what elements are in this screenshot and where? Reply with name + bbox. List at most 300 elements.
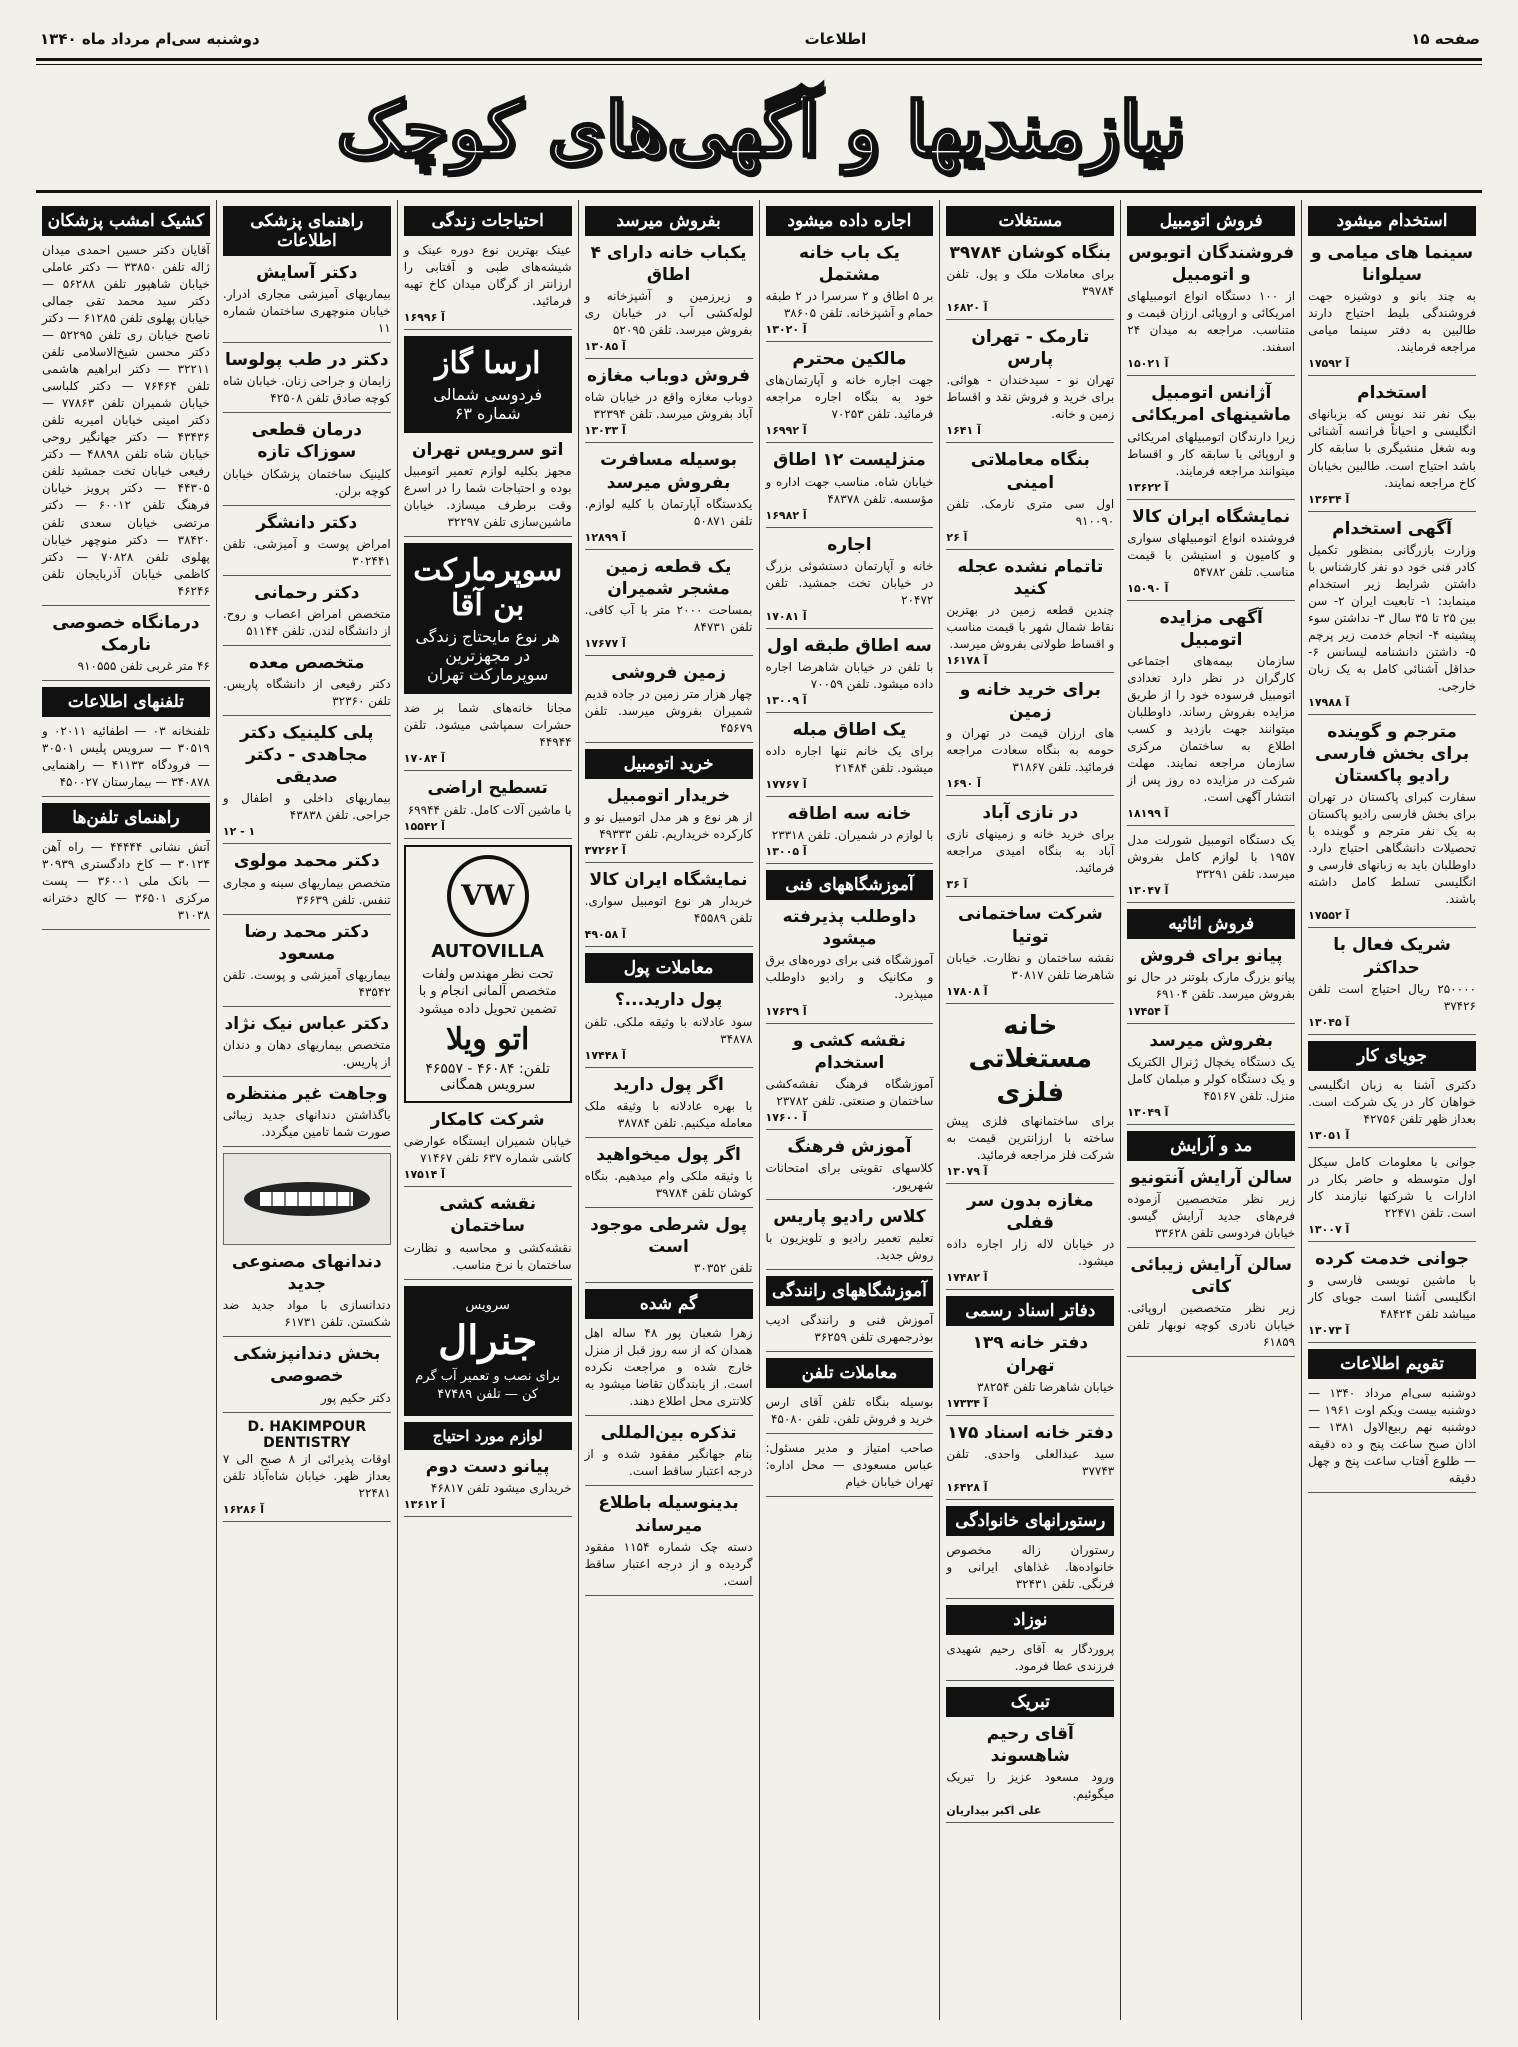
classified-ad [585, 242, 753, 359]
classified-ad [223, 1013, 391, 1077]
ad-body: خانه و آپارتمان دستشوئی بزرگ در خیابان تخت جمشید. تلفن ۲۰۴۷۲ [765, 558, 934, 607]
ad-reference: ۱۵۵۴۲ آ [403, 819, 445, 833]
ad-reference: ۱۳۰۵۱ آ [1308, 1128, 1350, 1142]
ad-body: یک دستگاه اتومبیل شورلت مدل ۱۹۵۷ با لوازم کامل بفروش میرسد. تلفن ۳۳۲۹۱ [1127, 833, 1296, 882]
ad-reference: ۱۷۵۱۴ آ [403, 1168, 445, 1182]
ad-body: یکدستگاه آپارتمان با کلیه لوازم. تلفن ۵۰۸۷۱ [584, 496, 753, 528]
autovilla-name: AUTOVILLA [431, 940, 544, 962]
autovilla-ad [404, 845, 572, 1104]
ad-title: اتو سرویس تهران [411, 440, 564, 461]
general-service-label: سرویس [465, 1297, 510, 1313]
ad-body: نقشه‌کشی و محاسبه و نظارت ساختمان با نرخ مناسب. [403, 1240, 572, 1272]
ad-title: بفروش میرسد [1149, 1030, 1274, 1051]
classified-ad [223, 1083, 391, 1147]
display-ad [404, 543, 572, 694]
ad-body: زیر نظر متخصصین آزموده فرم‌های جدید آرایش گیسو. خیابان فردوسی تلفن ۳۳۶۲۸ [1127, 1191, 1296, 1240]
teeth-row [260, 1192, 353, 1206]
ad-title: سالن آرایش آنتونیو [1130, 1167, 1293, 1188]
ad-title: دکتر دانشگر [256, 512, 358, 533]
ad-body: دکتر رفیعی از دانشگاه پاریس. تلفن ۳۲۳۶۰ [222, 677, 391, 709]
classified-ad [1308, 1385, 1476, 1493]
ad-body: بیماریهای آمیزشی و پوست. تلفن ۴۳۵۴۲ [222, 967, 391, 999]
ad-body: سید عبدالعلی واحدی. تلفن ۳۷۷۴۳ [946, 1446, 1115, 1478]
ad-body: فروشنده انواع اتومبیلهای سواری و کامیون و استیشن با قیمت مناسب. تلفن ۵۴۷۸۲ [1127, 530, 1296, 579]
ad-body: دندانسازی با مواد جدید ضد شکستن. تلفن ۶۱۷۳۱ [222, 1298, 391, 1330]
display-ad-title: ارسا گاز [434, 346, 541, 382]
ad-title: داوطلب پذیرفته میشود [782, 907, 917, 950]
classified-ad [1308, 934, 1476, 1034]
classified-ad [1308, 518, 1476, 715]
ad-reference: ۱۷۴۵۴ آ [1127, 1004, 1169, 1018]
column-4 [759, 200, 940, 2020]
classified-ad [585, 1325, 753, 1416]
teeth-photo [223, 1153, 391, 1245]
ad-body: خیابان شاهرضا تلفن ۳۸۲۵۴ [977, 1379, 1115, 1394]
classified-ad [766, 1206, 934, 1270]
ad-body: نقشه ساختمان و نظارت. خیابان شاهرضا تلفن ۳۰۸۱۷ [946, 950, 1115, 982]
classified-ad [946, 903, 1114, 1003]
classified-ad [1308, 242, 1476, 376]
classified-ad [1127, 242, 1295, 376]
classified-ad [766, 1030, 934, 1130]
ad-body: برای ساختمانهای فلزی پیش ساخته با ارزانترین قیمت به شرکت فلز مراجعه فرمائید. [946, 1114, 1115, 1163]
issue-date: دوشنبه سی‌ام مرداد ماه ۱۳۴۰ [40, 30, 260, 48]
classified-ad [223, 850, 391, 914]
ad-title: بدینوسیله باطلاع میرساند [598, 1493, 739, 1536]
ad-reference: علی اکبر بیداریان [946, 1804, 1042, 1818]
ad-reference: ۱۷۶۷۷ آ [584, 636, 626, 650]
ad-reference: ۱۶۹۸۲ آ [765, 508, 807, 522]
ad-title: آقای رحیم شاهسوند [986, 1723, 1074, 1767]
classified-ad [946, 1723, 1114, 1823]
ad-body: متخصص امراض اعصاب و روح. از دانشگاه لندن. تلفن ۵۱۱۴۴ [222, 606, 391, 638]
ad-title: سینما های میامی و سیلوانا [1311, 243, 1474, 286]
ad-reference: ۱۸۱۹۹ آ [1127, 807, 1169, 821]
ad-reference: ۴۹۰۵۸ آ [584, 928, 626, 942]
ad-title: بنگاه معاملاتی امینی [970, 450, 1090, 493]
ad-reference: ۱۶۴۱ آ [946, 424, 981, 438]
classified-ad [42, 723, 210, 797]
classified-ad [404, 439, 572, 537]
column-5 [578, 200, 759, 2020]
ad-title: درمان قطعی سوزاک تازه [251, 420, 362, 463]
classified-ad [585, 449, 753, 549]
ad-title: دکتر محمد مولوی [233, 851, 380, 872]
ad-body: دکتری آشنا به زبان انگلیسی خواهان کار در یک شرکت است. بعداز ظهر تلفن ۴۲۷۵۶ [1308, 1077, 1476, 1126]
ad-title: آموزش فرهنگ [787, 1136, 912, 1157]
ad-reference: ۱۶۹۹۶ آ [403, 311, 445, 325]
classified-ad [223, 349, 391, 413]
display-ad-text: فردوسی شمالی شماره ۶۳ [433, 385, 543, 424]
ad-reference: ۱۶۸۲۰ آ [946, 301, 988, 315]
ad-title: کلاس رادیو پاریس [773, 1206, 926, 1227]
general-service-ad [404, 1286, 572, 1416]
classified-ad [223, 512, 391, 576]
classified-ad [1308, 1248, 1476, 1343]
classified-ad [1127, 382, 1295, 499]
classified-ad [1127, 607, 1295, 826]
classified-ad [946, 1332, 1114, 1415]
classified-ad [1127, 1030, 1295, 1125]
ad-body: آقایان دکتر حسین احمدی میدان ژاله تلفن ۳۳۸۵۰ — دکتر عاملی خیابان شاهپور تلفن ۵۶۲۸۸ — دکتر سید محمد تقی جمالی خیابان پهلوی تلفن ۶۱۲۸۵ — دکتر ناصح خیابان ری تلفن ۵۲۲۹۵ — دکتر محسن شیخ‌الاسلامی تلفن ۳۲۲۱۱ — دکتر ابراهیم هاشمی تلفن ۷۶۴۶۴ — دکتر کلباسی خیابان شمیران تلفن ۷۷۸۶۳ — دکتر امینی خیابان امیریه تلفن ۴۳۴۳۶ — دکتر جهانگیر روحی خیابان شاه تلفن ۴۸۸۹۸ — دکتر رفیعی خیابان تخت جمشید تلفن ۴۴۳۰۵ — دکتر پرویز خیابان فرهنگ تلفن ۶۰۰۱۲ — دکتر مرتضی خیابان سعدی تلفن ۳۸۴۲۰ — دکتر منوچهر خیابان پهلوی تلفن ۷۰۸۲۸ — دکتر کاظمی خیابان آذربایجان تلفن ۴۶۲۴۶ [42, 243, 210, 598]
section-header: تبریک [946, 1687, 1114, 1717]
ad-reference: ۱۳۰۷۹ آ [946, 1165, 988, 1179]
ad-reference: ۱۳۰۲۰ آ [765, 323, 807, 337]
ad-title: درمانگاه خصوصی نارمک [52, 612, 200, 655]
ad-title: تاتمام نشده عجله کنید [957, 556, 1104, 599]
classified-ad [1127, 945, 1295, 1023]
section-header: مد و آرایش [1127, 1131, 1295, 1161]
ad-body: بر ۵ اطاق و ۲ سرسرا در ۲ طبقه حمام و آشپزخانه. تلفن ۳۸۶۰۵ [765, 289, 934, 321]
ad-body: با تلفن در خیابان شاهرضا اجاره داده میشود. تلفن ۷۰۰۵۹ [765, 659, 934, 691]
ad-title: شرکت ساختمانی توتیا [957, 904, 1103, 947]
ad-reference: ۳۷۲۶۲ آ [584, 844, 626, 858]
classified-ad [946, 556, 1114, 673]
classified-ad [766, 719, 934, 797]
ad-title: اگر پول دارید [613, 1074, 724, 1095]
ad-reference: ۱۶۹۰ آ [946, 777, 981, 791]
ad-title: یک باب خانه مشتمل [799, 243, 900, 286]
autovilla-persian-name: اتو ویلا [446, 1022, 530, 1058]
ad-title: دکتر محمد رضا مسعود [244, 921, 370, 964]
section-header: گم شده [585, 1289, 753, 1319]
ad-body: در خیابان لاله زار اجاره داده میشود. [946, 1237, 1115, 1269]
classified-ad [946, 1422, 1114, 1500]
ad-title: نقشه کشی و استخدام [792, 1030, 906, 1073]
ad-body: چهار هزار متر زمین در جاده قدیم شمیران بفروش میرسد. تلفن ۴۵۶۷۹ [584, 687, 753, 736]
ad-title: پول دارید...؟ [614, 990, 723, 1011]
classified-ad [404, 1193, 572, 1279]
ad-body: دوشنبه سی‌ام مرداد ۱۳۴۰ — دوشنبه بیست ویکم اوت ۱۹۶۱ — دوشنبه نهم ربیع‌الاول ۱۳۸۱ — اذان صبح ساعت پنج و ده دقیقه — طلوع آفتاب ساعت پنج و چهل دقیقه [1308, 1386, 1476, 1486]
ad-title: مالکین محترم [792, 349, 907, 370]
ad-title: خانه سه اطاقه [787, 804, 912, 825]
ad-body: یک دستگاه یخچال ژنرال الکتریک و یک دستگاه کولر و مبلمان کامل منزل. تلفن ۴۵۱۶۷ [1127, 1054, 1296, 1103]
ad-body: از هر نوع و هر مدل اتومبیل نو و کارکرده خریداریم. تلفن ۴۹۳۳۳ [584, 810, 753, 842]
classified-ad [766, 1312, 934, 1352]
ad-reference: ۱۳۶۳۴ آ [1308, 492, 1350, 506]
classified-ad [766, 635, 934, 713]
ad-reference: ۱۲ - ۱ [222, 825, 256, 839]
ad-body: بنام جهانگیر مفقود شده و از درجه اعتبار ساقط است. [584, 1447, 753, 1479]
ad-reference: ۱۵۰۲۱ آ [1127, 357, 1169, 371]
section-header: کشیک امشب پزشکان [42, 206, 210, 236]
ad-reference: ۱۷۹۸۸ آ [1308, 695, 1350, 709]
ad-title: یک قطعه زمین مشجر شمیران [605, 556, 732, 599]
ad-title: استخدام [1357, 383, 1427, 404]
ad-reference: ۱۷۰۸۱ آ [765, 609, 807, 623]
classified-columns [36, 200, 1482, 2020]
ad-title: پیانو دست دوم [425, 1456, 550, 1477]
section-header: تقویم اطلاعات [1308, 1349, 1476, 1379]
ad-title: خانه مستغلاتی فلزی [968, 1010, 1093, 1109]
ad-reference: ۱۶۲۸۶ آ [222, 1502, 265, 1516]
section-header: بفروش میرسد [585, 206, 753, 236]
ad-body: صاحب امتیاز و مدیر مسئول: عباس مسعودی — محل اداره: تهران خیابان خیام [765, 1441, 934, 1490]
ad-body: از ۱۰۰ دستگاه انواع اتومبیلهای امریکائی و اروپائی ارزان قیمت و متناسب. مراجعه به میدان ۲۴ اسفند. [1127, 289, 1296, 355]
masthead-rule-thin [36, 64, 1482, 65]
general-service-text: برای نصب و تعمیر آب گرم کن — تلفن ۴۷۴۸۹ [415, 1368, 561, 1402]
ad-title: سالن آرایش زیبائی کاتی [1130, 1254, 1292, 1297]
classified-ad [223, 1251, 391, 1337]
ad-title: اجاره [827, 534, 872, 555]
display-ad-title: سوپرمارکت بن آقا [413, 553, 563, 624]
ad-body: دوباب مغازه واقع در خیابان شاه آباد بفروش میرسد. تلفن ۳۲۳۹۴ [584, 390, 753, 422]
ad-title: فروشندگان اتوبوس و اتومبیل [1128, 243, 1295, 286]
ad-body: دکتر حکیم پور [320, 1390, 391, 1405]
ad-title: پیانو برای فروش [1139, 946, 1283, 967]
ad-reference: ۱۳۰۳۳ آ [584, 424, 626, 438]
vw-logo-icon: VW [447, 855, 529, 937]
display-ad-text: هر نوع مایحتاج زندگی در مجهزترین سوپرمارکت تهران [415, 627, 560, 685]
ad-body: ورود مسعود عزیز را تبریک میگوئیم. [946, 1770, 1115, 1802]
ad-body: کلینیک ساختمان پزشکان خیابان کوچه برلن. [222, 466, 391, 498]
classified-ad [946, 1010, 1114, 1184]
classified-ad [766, 348, 934, 443]
section-header: رستورانهای خانوادگی [946, 1506, 1114, 1536]
ad-title: جوانی خدمت کرده [1315, 1248, 1470, 1269]
ad-reference: ۱۳۶۲۲ آ [1127, 480, 1169, 494]
section-header: آموزشگاههای فنی [766, 870, 934, 900]
ad-body: تلفن ۳۰۳۵۲ [693, 1261, 753, 1276]
column-7 [216, 200, 397, 2020]
ad-reference: ۱۷۴۸۲ آ [946, 1271, 988, 1285]
ad-body: زیر نظر متخصصین اروپائی. خیابان نادری کوچه نوبهار تلفن ۶۱۸۵۹ [1127, 1301, 1296, 1350]
section-header: معاملات پول [585, 953, 753, 983]
ad-reference: ۳۶ آ [946, 878, 968, 892]
section-header: فروش اثاثیه [1127, 909, 1295, 939]
ad-body: برای خرید خانه و زمینهای نازی آباد به بنگاه امیدی مراجعه فرمائید. [946, 827, 1115, 876]
classified-ad [766, 449, 934, 527]
classified-ad [42, 839, 210, 930]
ad-title: دندانهای مصنوعی جدید [231, 1252, 382, 1295]
classified-ad [585, 556, 753, 656]
ad-body: با لوازم در شمیران. تلفن ۲۳۳۱۸ [771, 828, 934, 843]
column-8 [36, 200, 216, 2020]
column-1 [1301, 200, 1482, 2020]
ad-reference: ۱۶۴۲۸ آ [946, 1480, 988, 1494]
ad-reference: ۱۷۳۳۴ آ [946, 1396, 988, 1410]
ad-body: آموزشگاه فرهنگ نقشه‌کشی ساختمان و صنعتی. تلفن ۲۳۷۸۲ [765, 1076, 934, 1108]
column-6 [397, 200, 578, 2020]
classified-ad [946, 802, 1114, 897]
classified-ad [585, 869, 753, 947]
ad-title: آژانس اتومبیل ماشینهای امریکائی [1131, 383, 1292, 426]
section-header: فروش اتومبیل [1127, 206, 1295, 236]
classified-ad [766, 1394, 934, 1434]
ad-reference: ۱۳۰۸۵ آ [584, 340, 626, 354]
classified-ad [585, 365, 753, 443]
ad-title: تارمک - تهران پارس [971, 327, 1090, 370]
section-header: مستغلات [946, 206, 1114, 236]
section-header: لوازم مورد احتیاج [404, 1422, 572, 1450]
classified-ad [766, 1440, 934, 1497]
classified-ad [946, 326, 1114, 443]
section-header: جویای کار [1308, 1041, 1476, 1071]
ad-reference: ۱۷۸۰۸ آ [946, 984, 988, 998]
banner-rule [36, 190, 1482, 193]
column-3 [939, 200, 1120, 2020]
ad-body: های ارزان قیمت در تهران و حومه به بنگاه سعادت مراجعه فرمائید. تلفن ۳۱۸۶۷ [946, 726, 1115, 775]
ad-reference: ۱۳۰۴۷ آ [1127, 884, 1169, 898]
ad-body: ۴۶ متر غربی تلفن ۹۱۰۵۵۵ [77, 658, 210, 673]
ad-reference: ۱۳۰۴۹ آ [1127, 1105, 1169, 1119]
classified-ad [223, 582, 391, 646]
section-header: احتیاجات زندگی [404, 206, 572, 236]
ad-reference: ۱۳۰۰۹ آ [765, 693, 807, 707]
classified-ad [1127, 506, 1295, 601]
classified-ad [404, 242, 572, 330]
ad-body: آموزش فنی و رانندگی ادیب بوذرجمهری تلفن ۳۶۲۵۹ [765, 1313, 934, 1345]
classified-ad [766, 534, 934, 629]
ad-reference: ۱۷۰۸۴ آ [403, 752, 445, 766]
ad-reference: ۲۶ آ [946, 530, 968, 544]
ad-body: خیابان شمیران ایستگاه عوارضی کاشی شماره ۶۳۷ تلفن ۷۱۴۶۷ [403, 1134, 572, 1166]
ad-body: وزارت بازرگانی بمنظور تکمیل کادر فنی خود دو نفر کارشناس با داشتن شرایط زیر استخدام مینماید: ۱- تابعیت ایران ۲- سن بین ۲۵ تا ۳۵ سال ۳- نداشتن سوء پیشینه ۴- انجام خدمت زیر پرچم ۵- داشتن دانشنامه لیسانس ۶- حداقل آشنائی کامل به یک زبان خارجی. [1308, 542, 1477, 693]
classified-ad [42, 242, 210, 606]
ad-body: ۲۵۰۰۰۰ ریال احتیاج است تلفن ۳۷۴۲۶ [1308, 981, 1476, 1013]
ad-body: با ماشین نویسی فارسی و انگلیسی آشنا است جویای کار میباشد تلفن ۴۸۴۲۴ [1308, 1273, 1476, 1322]
classified-ad [223, 419, 391, 505]
ad-title: پلی کلینیک دکتر مجاهدی - دکتر صدیقی [240, 723, 374, 788]
ad-reference: ۱۷۷۶۷ آ [765, 778, 807, 792]
ad-reference: ۱۳۰۰۵ آ [765, 845, 807, 859]
ad-title: سه اطاق طبقه اول [767, 635, 932, 656]
ad-body: برای یک خانم تنها اجاره داده میشود. تلفن ۲۱۴۸۴ [765, 744, 934, 776]
classified-ad [223, 652, 391, 716]
section-header: راهنمای تلفن‌ها [42, 803, 210, 833]
ad-body: آموزشگاه فنی برای دوره‌های برق و مکانیک و رادیو داوطلب میپذیرد. [765, 953, 934, 1002]
classified-ad [223, 1451, 391, 1522]
ad-title: دکتر آسایش [256, 263, 358, 283]
classified-ad [766, 1136, 934, 1200]
ad-body: باگذاشتن دندانهای جدید زیبائی صورت شما تامین میگردد. [222, 1108, 391, 1140]
ad-title: دفتر خانه اسناد ۱۷۵ [947, 1422, 1114, 1443]
classified-ad [404, 777, 572, 838]
ad-body: و زیرزمین و آشپزخانه و لوله‌کشی آب در خیابان ری بفروش میرسد. تلفن ۵۲۰۹۵ [584, 289, 753, 338]
ad-body: آتش نشانی ۴۴۴۴۴ — راه آهن ۳۰۱۲۴ — کاخ دادگستری ۳۰۹۳۹ — بانک ملی ۳۶۰۰۱ — پست مرکزی ۳۶۵۰۱ — کالج دخترانه ۳۱۰۳۸ [42, 840, 210, 923]
section-header: دفاتر اسناد رسمی [946, 1296, 1114, 1326]
classified-ad [404, 1456, 572, 1517]
ad-body: سازمان بیمه‌های اجتماعی کارگران در نظر دارد تعدادی اتومبیل فرسوده خود را از طریق مزایده بفروش رساند. داوطلبان میتوانند جهت بازدید و کسب اطلاع به ساختمان مرکزی سازمان مراجعه نمایند. مهلت شرکت در مزایده ده روز پس از انتشار آگهی است. [1127, 653, 1296, 805]
classified-ad [1308, 1077, 1476, 1148]
ad-body: رستوران زاله مخصوص خانواده‌ها. غذاهای ایرانی و فرنگی. تلفن ۳۲۴۳۱ [946, 1542, 1115, 1591]
ad-title: نمایشگاه ایران کالا [589, 870, 748, 891]
ad-title: نقشه کشی ساختمان [439, 1194, 536, 1237]
classified-ad [1127, 1254, 1295, 1357]
ad-title: متخصص معده [249, 652, 365, 673]
ad-title: بنگاه کوشان ۳۹۷۸۴ [949, 243, 1112, 263]
ad-body: خریدار هر نوع اتومبیل سواری. تلفن ۴۵۵۸۹ [584, 894, 753, 926]
classified-ad [223, 722, 391, 844]
ad-body: با ماشین آلات کامل. تلفن ۶۹۹۴۴ [407, 802, 572, 817]
ad-title: یک اطاق مبله [792, 719, 907, 740]
masthead-rule [36, 58, 1482, 61]
dentistry-latin-name: D. HAKIMPOUR DENTISTRY [247, 1418, 367, 1451]
banner-title: نیازمندیها و آگهی‌های کوچک [336, 87, 1186, 173]
section-header: نوزاد [946, 1605, 1114, 1635]
ad-reference: ۱۲۸۹۹ آ [584, 530, 626, 544]
ad-body: زایمان و جراحی زنان. خیابان شاه کوچه صادق تلفن ۴۲۵۰۸ [222, 374, 391, 406]
classified-ad [42, 612, 210, 681]
ad-body: بیماریهای آمیزشی مجاری ادرار. خیابان منوچهری ساختمان شماره ۱۱ [222, 287, 391, 336]
ad-body: جهت اجاره خانه و آپارتمان‌های خود به بنگاه اجاره مراجعه فرمائید. تلفن ۷۰۲۵۳ [765, 373, 934, 422]
ad-body: زیرا دارندگان اتومبیلهای امریکائی و اروپائی با سابقه کار و اقساط میتوانند مراجعه فرمایند. [1127, 429, 1296, 478]
ad-title: خریدار اتومبیل [607, 786, 731, 807]
classifieds-banner [96, 82, 1426, 178]
classified-ad [585, 1422, 753, 1486]
ad-title: برای خرید خانه و زمین [959, 679, 1101, 723]
section-header: تلفنهای اطلاعات [42, 687, 210, 717]
ad-body: مجهز بکلیه لوازم تعمیر اتومبیل بوده و احتیاجات شما را در اسرع وقت برطرف میسازد. خیابان ماشین‌سازی تلفن ۳۲۲۹۷ [403, 464, 572, 530]
ad-body: تعلیم تعمیر رادیو و تلویزیون با روش جدید. [765, 1231, 934, 1263]
classified-ad [1308, 1154, 1476, 1242]
classified-ad [946, 679, 1114, 796]
classified-ad [585, 1074, 753, 1138]
ad-title: اگر پول میخواهید [596, 1144, 741, 1165]
ad-title: شریک فعال با حداکثر [1333, 935, 1451, 978]
classified-ad [585, 989, 753, 1067]
ad-title: دکتر عباس نیک نژاد [224, 1013, 390, 1034]
ad-body: جوانی با معلومات کامل سیکل اول متوسطه و حاضر بکار در ادارات یا شرکتها نیازمند کار است. تلفن ۲۲۴۷۱ [1308, 1154, 1476, 1220]
section-header: خرید اتومبیل [585, 749, 753, 779]
ad-title: مترجم و گوینده برای بخش فارسی رادیو پاکستان [1315, 721, 1470, 787]
ad-title: بخش دندانپزشکی خصوصی [233, 1344, 381, 1387]
classified-ad [1308, 721, 1476, 929]
classified-ad [1127, 1167, 1295, 1248]
section-header: اجاره داده میشود [766, 206, 934, 236]
ad-title: شرکت کامکار [430, 1110, 545, 1131]
classified-ad [766, 803, 934, 864]
ad-body: تهران نو - سیدخندان - هوائی. برای خرید و فروش نقد و اقساط زمین و خانه. [946, 373, 1115, 422]
ad-body: امراض پوست و آمیزشی. تلفن ۳۰۲۴۴۱ [222, 536, 391, 568]
ad-body: به چند بانو و دوشیزه جهت فروشندگی بلیط احتیاج دارند طالبین به دفتر سینما میامی مراجعه فرمایند. [1308, 289, 1476, 355]
autovilla-text: تحت نظر مهندس ولفات متخصص آلمانی انجام و با تضمین تحویل داده میشود [418, 966, 557, 1017]
ad-body: بوسیله بنگاه تلفن آقای ارس خرید و فروش تلفن. تلفن ۴۵۰۸۰ [765, 1395, 934, 1427]
classified-ad [1127, 832, 1295, 903]
ad-reference: ۱۳۰۰۷ آ [1308, 1222, 1350, 1236]
ad-body: بیماریهای داخلی و اطفال و جراحی. تلفن ۴۳۸۳۸ [222, 791, 391, 823]
classified-ad [585, 1144, 753, 1208]
classified-ad [223, 1343, 391, 1412]
ad-title: دفتر خانه ۱۳۹ تهران [972, 1333, 1089, 1376]
classified-ad [946, 1542, 1114, 1599]
ad-title: بوسیله مسافرت بفروش میرسد [600, 450, 737, 493]
classified-ad [1308, 382, 1476, 511]
section-header: آموزشگاههای رانندگی [766, 1276, 934, 1306]
ad-body: دسته چک شماره ۱۱۵۴ مفقود گردیده و از درجه اعتبار ساقط است. [584, 1539, 753, 1588]
ad-reference: ۱۵۰۹۰ آ [1127, 581, 1169, 595]
ad-body: چندین قطعه زمین در بهترین نقاط شمال شهر با قیمت مناسب و اقساط طولانی بفروش میرسد. [946, 602, 1115, 651]
ad-reference: ۱۳۰۴۵ آ [1308, 1015, 1350, 1029]
ad-title: نمایشگاه ایران کالا [1132, 506, 1291, 527]
classified-ad [766, 906, 934, 1023]
ad-reference: ۱۳۰۷۳ آ [1308, 1324, 1350, 1338]
ad-body: سفارت کبرای پاکستان در تهران برای بخش فارسی رادیو پاکستان به یک نفر مترجم و گوینده با تحصیلات دانشگاهی احتیاج دارد. داوطلبان باید به زبانهای فارسی و انگلیسی تسلط کامل داشته باشند. [1308, 790, 1476, 907]
classified-ad [223, 262, 391, 343]
ad-body: خیابان شاه. مناسب جهت اداره و مؤسسه. تلفن ۴۸۳۷۸ [765, 474, 934, 506]
classified-ad [946, 449, 1114, 549]
classified-ad [946, 1190, 1114, 1290]
ad-body: اول سی متری نارمک. تلفن ۹۱۰۰۹۰ [946, 496, 1115, 528]
classified-ad [223, 921, 391, 1007]
ad-title: یکباب خانه دارای ۴ اطاق [590, 243, 747, 286]
ad-reference: ۱۷۵۵۲ آ [1308, 909, 1350, 923]
ad-body: خریداری میشود تلفن ۴۶۸۱۷ [430, 1481, 572, 1496]
ad-body: مجانا خانه‌های شما بر ضد حشرات سمپاشی میشود. تلفن ۴۴۹۴۴ [403, 701, 572, 750]
ad-body: بمساحت ۲۰۰۰ متر با آب کافی. تلفن ۸۴۷۳۱ [584, 602, 753, 634]
ad-reference: ۱۷۶۳۹ آ [765, 1004, 807, 1018]
ad-reference: ۱۷۶۰۰ آ [765, 1110, 807, 1124]
